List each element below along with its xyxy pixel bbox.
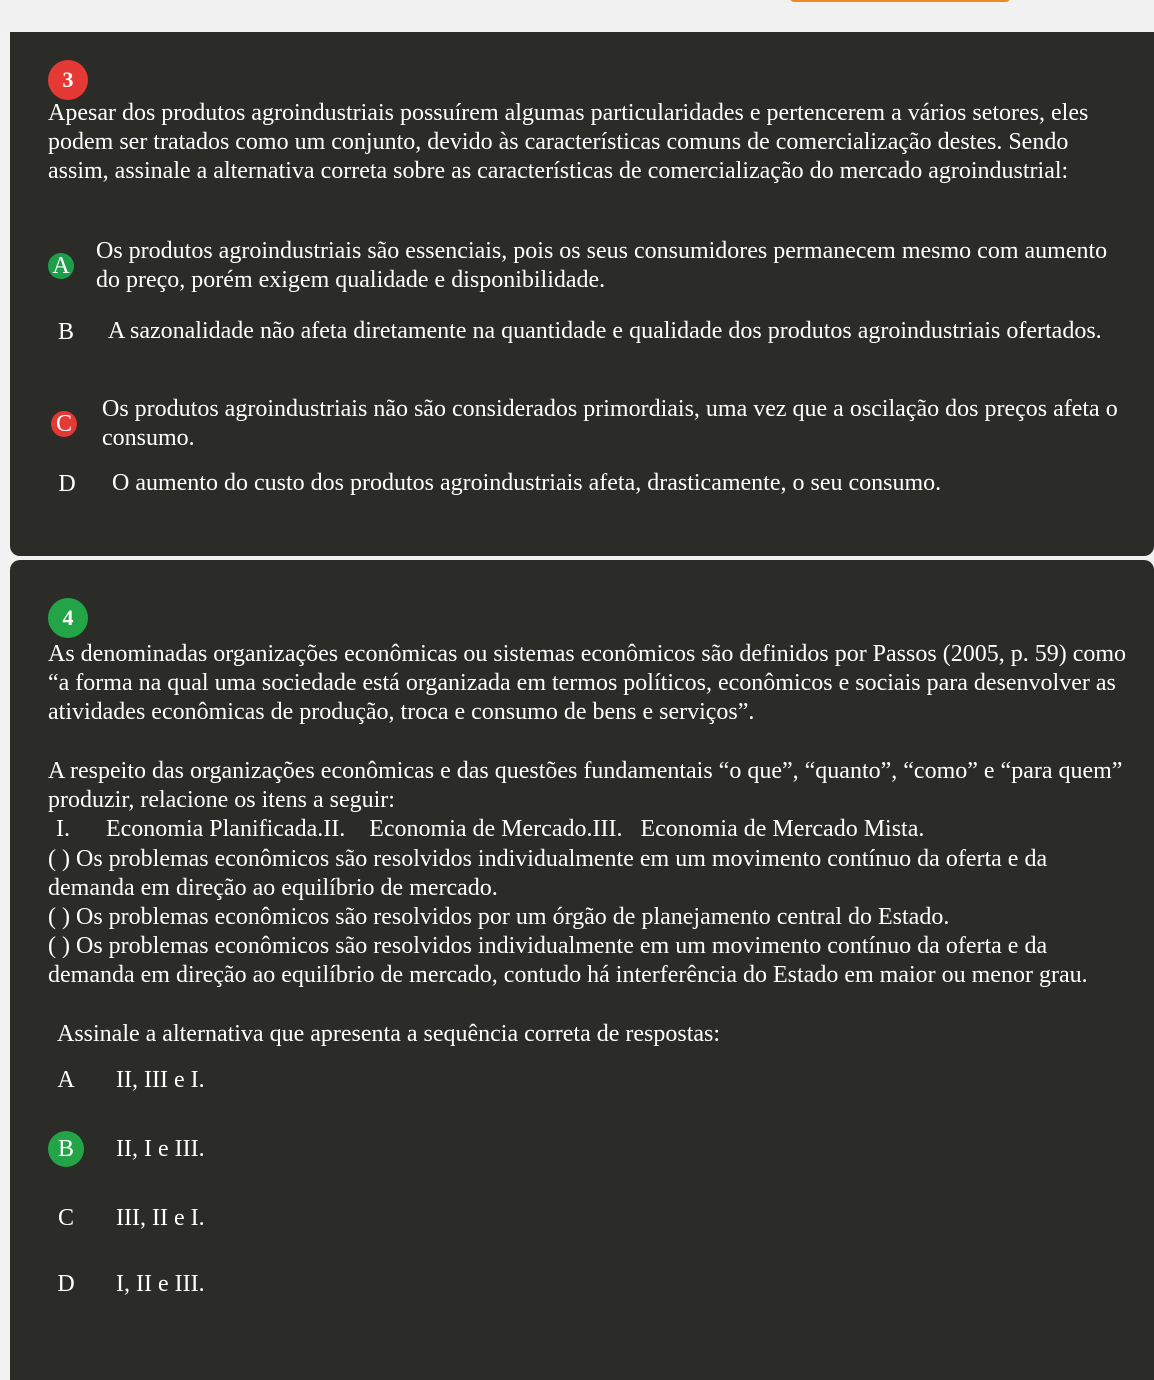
statement-1: ( ) Os problemas econômicos são resolvidos individualmente em um movimento contínuo da oferta e da demanda em direção ao equilíbrio de mercado. [48,846,1048,901]
top-strip [0,0,1154,32]
option-text-a: Os produtos agroindustriais são essenciais, pois os seus consumidores permanecem mesmo com aumento do preço, porém exigem qualidade e disponibilidade. [96,238,1108,293]
question-number-badge: 4 [48,598,88,638]
option-letter-c: C [57,1205,74,1231]
option-letter-b: B [48,1131,84,1167]
option-a[interactable] [48,1062,1048,1098]
option-letter-a: A [57,1067,75,1093]
answer-instruction: Assinale a alternativa que apresenta a sequência correta de respostas: [57,1021,721,1047]
option-text-c: III, II e I. [116,1204,205,1231]
question-card-4 [10,560,1154,1380]
progress-accent-bar [790,0,1010,2]
items-list: I. Economia Planificada.II. Economia de Mercado.III. Economia de Mercado Mista. [56,816,925,842]
question-prompt: Apesar dos produtos agroindustriais possuírem algumas particularidades e pertencerem a vários setores, eles podem ser tratados como um conjunto, devido às características comuns de comercialização destes. Sendo assim, assinale a alternativa correta sobre as características de comercialização do mercado agroindustrial: [48,100,1089,184]
option-text-d: I, II e III. [116,1270,205,1297]
option-letter-d: D [57,1271,75,1297]
option-c[interactable] [51,395,1128,453]
option-text-b: II, I e III. [116,1135,205,1162]
option-text-a: II, III e I. [116,1066,205,1093]
option-c[interactable] [48,1200,1048,1236]
option-b[interactable] [53,317,1128,346]
option-a[interactable] [48,237,1128,295]
statement-2: ( ) Os problemas econômicos são resolvidos por um órgão de planejamento central do Estado. [48,904,950,930]
option-letter-a: A [48,253,74,279]
option-d[interactable] [48,1266,1048,1302]
option-b[interactable] [48,1131,1048,1167]
option-letter-c: C [51,411,77,437]
option-text-b: A sazonalidade não afeta diretamente na quantidade e qualidade dos produtos agroindustriais ofertados. [108,318,1102,344]
question-card-3 [10,32,1154,556]
question-number-badge: 3 [48,60,88,100]
option-d[interactable] [54,469,1128,498]
question-prompt-paragraph-1: As denominadas organizações econômicas ou sistemas econômicos são definidos por Passos (2005, p. 59) como “a forma na qual uma sociedade está organizada em termos políticos, econômicos e sociais para desenvolver as atividades econômicas de produção, troca e consumo de bens e serviços”. [48,641,1127,725]
question-prompt-paragraph-2: A respeito das organizações econômicas e das questões fundamentais “o que”, “quanto”, “como” e “para quem” produzir, relacione os itens a seguir: [48,758,1123,813]
option-letter-b: B [57,318,74,345]
option-letter-d: D [58,470,76,497]
option-text-d: O aumento do custo dos produtos agroindustriais afeta, drasticamente, o seu consumo. [112,470,942,496]
option-text-c: Os produtos agroindustriais não são considerados primordiais, uma vez que a oscilação dos preços afeta o consumo. [102,396,1118,451]
statement-3: ( ) Os problemas econômicos são resolvidos individualmente em um movimento contínuo da oferta e da demanda em direção ao equilíbrio de mercado, contudo há interferência do Estado em maior ou menor grau. [48,933,1088,988]
